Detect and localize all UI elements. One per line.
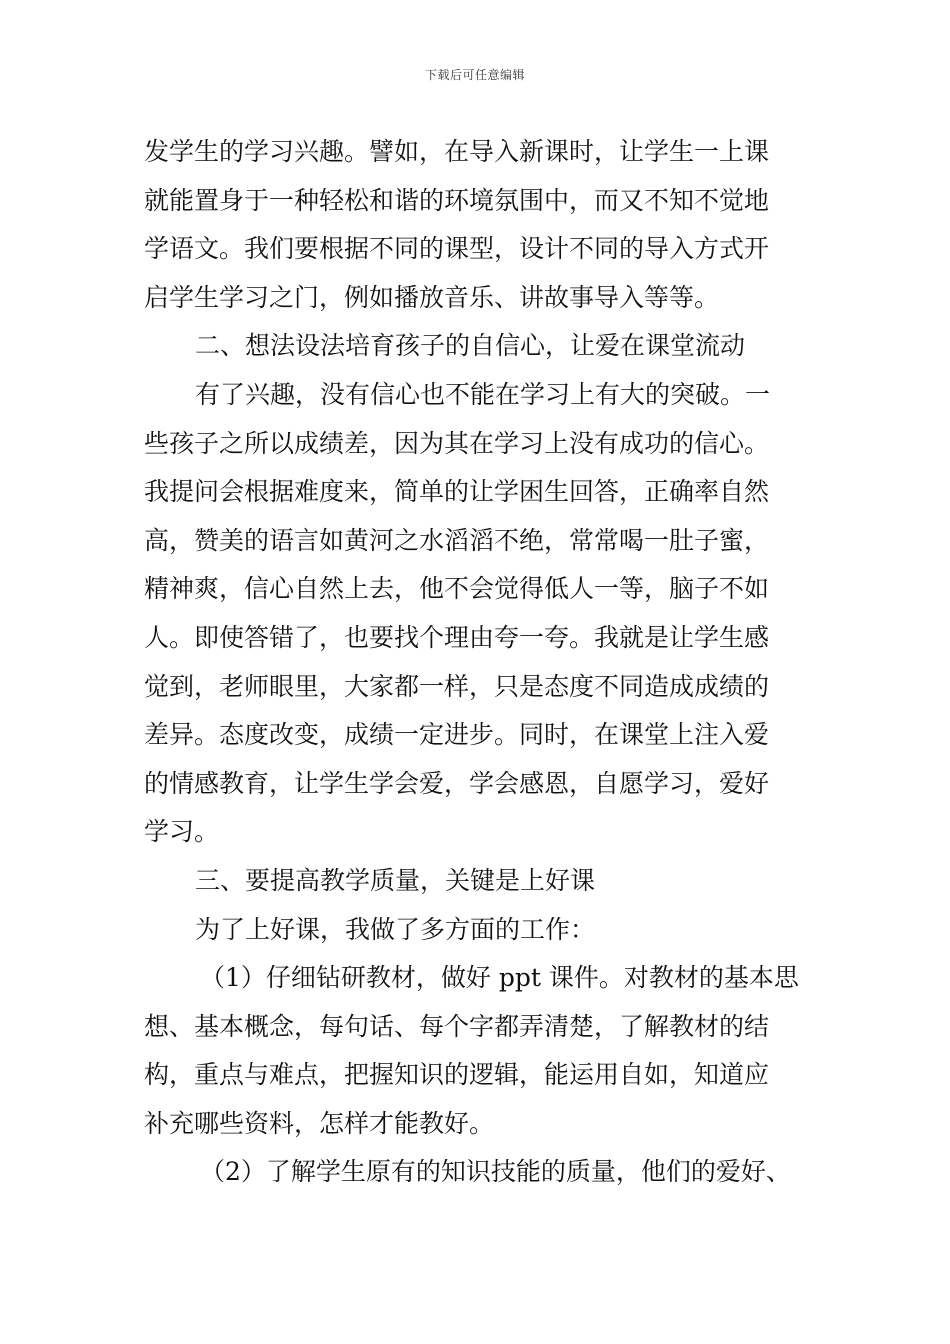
text-line: 精神爽，信心自然上去，他不会觉得低人一等，脑子不如 — [144, 574, 770, 604]
text-line: 些孩子之所以成绩差，因为其在学习上没有成功的信心。 — [144, 428, 770, 458]
page-header: 下载后可任意编辑 — [424, 68, 525, 82]
text-line: 发学生的学习兴趣。譬如，在导入新课时，让学生一上课 — [144, 137, 770, 166]
text-line: 为了上好课，我做了多方面的工作： — [195, 914, 596, 944]
text-line: 构，重点与难点，把握知识的逻辑，能运用自如，知道应 — [144, 1060, 770, 1090]
list-item: （1）仔细钻研教材，做好 ppt 课件。对教材的基本思 — [200, 963, 799, 993]
text-line: 有了兴趣，没有信心也不能在学习上有大的突破。一 — [195, 379, 771, 409]
text-line: 人。即使答错了，也要找个理由夸一夸。我就是让学生感 — [144, 622, 770, 652]
section-heading: 二、想法设法培育孩子的自信心，让爱在课堂流动 — [195, 331, 746, 361]
text-line: 学语文。我们要根据不同的课型，设计不同的导入方式开 — [144, 234, 770, 264]
text-line: 就能置身于一种轻松和谐的环境氛围中，而又不知不觉地 — [144, 185, 770, 215]
text-line: 学习。 — [144, 817, 220, 847]
text-line: 补充哪些资料，怎样才能教好。 — [144, 1108, 495, 1138]
section-heading: 三、要提高教学质量，关键是上好课 — [195, 865, 596, 895]
text-line: 差异。态度改变，成绩一定进步。同时，在课堂上注入爱 — [144, 720, 770, 750]
list-item: （2）了解学生原有的知识技能的质量，他们的爱好、 — [200, 1157, 791, 1187]
text-line: 我提问会根据难度来，简单的让学困生回答，正确率自然 — [144, 477, 770, 507]
text-line: 的情感教育，让学生学会爱，学会感恩，自愿学习，爱好 — [144, 768, 770, 798]
text-line: 觉到，老师眼里，大家都一样，只是态度不同造成成绩的 — [144, 671, 770, 701]
text-line: 启学生学习之门，例如播放音乐、讲故事导入等等。 — [144, 282, 720, 312]
text-line: 高，赞美的语言如黄河之水滔滔不绝，常常喝一肚子蜜， — [144, 525, 770, 555]
document-body — [144, 128, 806, 1197]
text-line: 想、基本概念，每句话、每个字都弄清楚，了解教材的结 — [144, 1011, 770, 1041]
